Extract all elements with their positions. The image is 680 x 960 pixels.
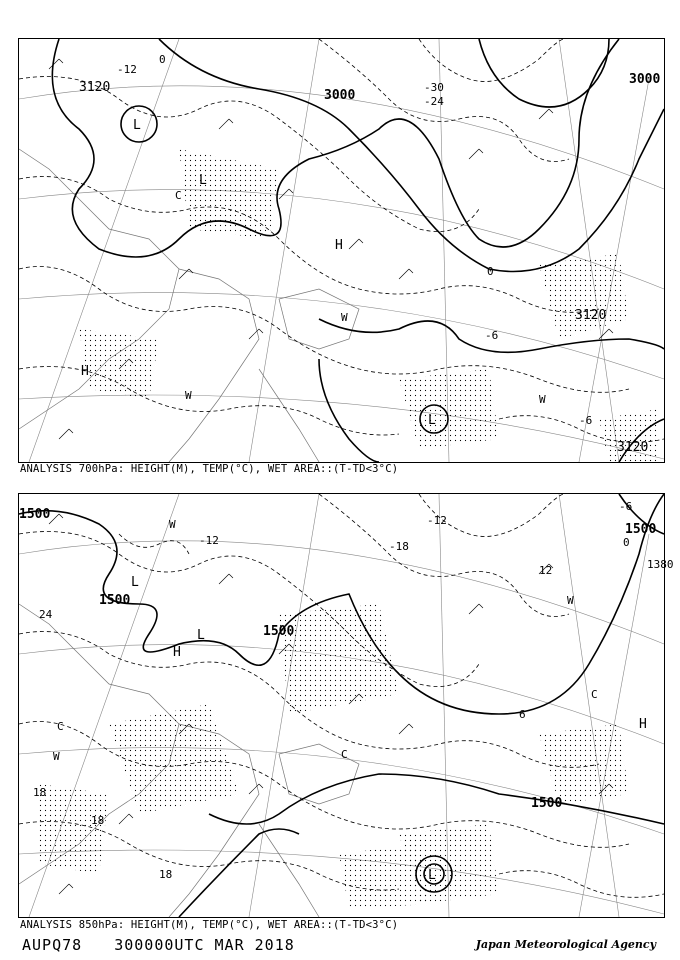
height-label: 1500 [99,593,131,608]
temperature-label: -18 [389,540,409,553]
temperature-label: -6 [579,414,593,427]
temperature-label: 0 [159,53,166,66]
warm-marker: W [567,594,574,607]
cold-marker: C [341,748,348,761]
valid-datetime: 300000UTC MAR 2018 [114,936,295,954]
height-label: 1500 [531,796,563,811]
height-contours [19,494,664,917]
height-label: 3000 [324,88,356,103]
low-center-marker: L [197,628,205,643]
panel-caption-700: ANALYSIS 700hPa: HEIGHT(M), TEMP(°C), WET AREA::(T-TD<3°C) [20,463,399,475]
height-label: 1500 [263,624,295,639]
warm-marker: W [539,393,546,406]
cold-marker: C [175,189,182,202]
height-label: 3120 [79,80,111,95]
cold-marker: C [591,688,598,701]
height-label: 3120 [575,308,607,323]
temperature-label: -24 [424,95,444,108]
temperature-label: 0 [623,536,630,549]
temperature-label: -12 [199,534,219,547]
wet-area [79,149,659,462]
low-center-marker: L [133,118,141,133]
temperature-label: -12 [427,514,447,527]
agency-name: Japan Meteorological Agency [475,938,656,951]
map-panel-850hpa [18,493,674,918]
chart-identifier [22,936,317,954]
temperature-label: 18 [91,814,105,827]
low-center-marker: L [428,413,436,428]
height-label: 1500 [19,507,51,522]
high-center-marker: H [173,645,181,660]
low-center-marker: L [131,575,139,590]
warm-marker: W [53,750,60,763]
low-center-marker: L [199,173,207,188]
temperature-label: 18 [33,786,47,799]
height-label: 1500 [625,522,657,537]
temperature-label: -6 [619,500,633,513]
height-label: 3120 [617,440,649,455]
temperature-label: -6 [485,329,499,342]
warm-marker: W [341,311,348,324]
high-center-marker: H [81,364,89,379]
warm-marker: W [185,389,192,402]
temperature-label: -12 [117,63,137,76]
temperature-label: 12 [539,564,553,577]
temperature-label: 6 [519,708,526,721]
height-label: 1380 [647,558,674,571]
high-center-marker: H [639,717,647,732]
map-panel-700hpa [18,38,665,463]
height-label: 3000 [629,72,661,87]
chart-code: AUPQ78 [22,936,83,954]
temperature-label: 18 [159,868,173,881]
low-center-marker: L [428,868,436,883]
cold-marker: C [57,720,64,733]
height-contours [52,39,664,462]
map-canvas-700 [19,39,664,462]
wet-area [39,604,629,909]
panel-caption-850: ANALYSIS 850hPa: HEIGHT(M), TEMP(°C), WET AREA::(T-TD<3°C) [20,919,399,931]
warm-marker: W [169,518,176,531]
high-center-marker: H [335,238,343,253]
temperature-label: 24 [39,608,53,621]
map-canvas-850 [19,494,674,917]
temperature-label: 0 [487,265,494,278]
temperature-label: -30 [424,81,444,94]
